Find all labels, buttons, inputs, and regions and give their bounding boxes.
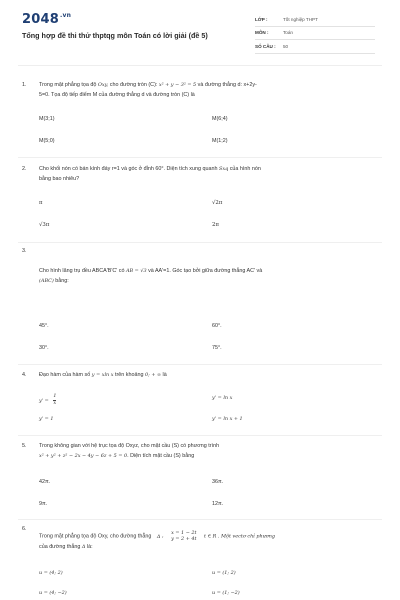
question-text-part: . Diện tích mặt cầu (S) bằng [127,453,195,460]
question-4 [22,370,382,380]
question-separator [18,364,382,365]
math-interval: 0; + ∞ [145,372,162,378]
option-text: u = (4; 2) [39,570,63,576]
option-text: u = (4; −2) [39,590,67,596]
option-a[interactable] [39,570,63,576]
meta-table [255,13,375,54]
meta-value: Tốt nghiệp THPT [283,16,318,22]
option-b[interactable] [212,570,236,576]
option-b[interactable] [212,395,232,401]
question-text-part: bằng bao nhiêu? [39,176,80,183]
option-text: y' = [39,398,51,405]
question-text-part: và AA'=1. Góc tạo bởi giữa đường thẳng AC' và [148,268,263,274]
option-b[interactable]: √2π [212,200,223,206]
question-number: 3. [22,248,27,254]
question-text-part: Cho hình lăng trụ đều ABCA'B'C' có [39,268,125,274]
meta-row-subject [255,27,375,41]
option-d[interactable] [212,416,243,422]
question-text [39,441,382,462]
question-separator [18,435,382,436]
option-d[interactable]: 75°. [212,345,222,351]
question-6 [22,524,382,553]
option-a[interactable]: 45°. [39,323,49,329]
option-a[interactable]: π [39,200,43,206]
option-d[interactable]: 12π. [212,501,224,507]
question-number: 5. [22,443,27,449]
question-text-part: Cho khối nón có bán kính đáy r=1 và góc ở đỉnh 60°. Diện tích xung quanh [39,166,218,172]
meta-row-count [255,40,375,54]
option-c[interactable] [39,416,53,422]
question-text [39,80,382,101]
meta-label: LỚP : [255,16,268,22]
option-d[interactable]: M(1;2) [212,138,228,144]
meta-value: 50 [283,43,289,49]
option-c[interactable]: M(5;0) [39,138,55,144]
question-text-part: của hình nón [229,166,261,172]
question-number: 2. [22,166,27,172]
question-text-part: Trong mặt phẳng tọa độ [39,82,97,88]
option-c[interactable] [39,590,67,596]
header-divider [18,65,382,66]
question-text-part: Đạo hàm của hàm số [39,372,91,378]
question-text-part: Trong không gian với hệ trục tọa độ Oxyz, cho mặt cầu (S) có phương trình [39,443,220,449]
math-function: y = xln x [91,372,114,378]
option-b[interactable]: 60°. [212,323,222,329]
question-text-part: cho đường tròn (C): [109,82,158,88]
equation-system [171,530,196,542]
question-number: 4. [22,372,27,378]
option-a[interactable]: M(3;1) [39,116,55,122]
option-text: u = (1; 2) [212,570,236,576]
question-3 [22,266,382,287]
question-separator [18,242,382,243]
system-line-1: x = 1 − 2t [171,530,197,536]
site-logo[interactable] [22,12,71,27]
option-c[interactable]: 30°. [39,345,49,351]
math-delta: Δ [81,544,86,551]
logo-text: 2048 [22,12,59,27]
option-text: y' = ln x + 1 [212,416,243,422]
option-c[interactable]: 9π. [39,501,48,507]
question-text-part: của đường thẳng [39,544,81,551]
fraction-numerator: 1 [53,394,56,401]
option-text: y' = 1 [39,416,54,422]
question-text-part: là: [86,544,93,551]
question-text-part: trên khoảng [115,372,144,378]
option-d[interactable]: 2π [212,222,219,228]
question-text-part: 5=0. Tọa độ tiếp điểm M của đường thẳng d và đường tròn (C) là [39,92,195,99]
meta-value: Toán [283,30,293,36]
logo-suffix: .vn [59,12,72,19]
math-equation: x² + y² + z² − 2x − 4y − 6z + 5 = 0 [39,453,128,460]
question-number: 1. [22,82,27,88]
question-text-part: là [162,372,167,378]
fraction-denominator: x [53,401,57,407]
question-5 [22,441,382,462]
meta-row-class [255,13,375,27]
question-text-part: và đường thẳng d: x+2y- [197,82,257,88]
math-oxy: Oxy, [97,82,109,88]
question-text [39,164,382,185]
meta-label: MÔN : [255,30,269,36]
question-separator [18,519,382,520]
question-2 [22,164,382,185]
option-text: u = (1; −2) [212,590,240,596]
question-1 [22,80,382,101]
option-a[interactable]: 42π. [39,479,51,485]
question-separator [18,157,382,158]
math-delta: Δ : [156,533,164,540]
system-line-2: y = 2 + 4t [171,536,197,543]
document-header [0,0,400,60]
question-number: 6. [22,526,27,532]
option-text: y' = ln x [212,395,233,401]
option-d[interactable] [212,590,240,596]
math-equation: x² + y − 3² = 5 [158,82,197,88]
option-c[interactable]: √3π [39,222,50,228]
question-text [39,524,382,553]
question-text-part: Trong mặt phẳng tọa độ Oxy, cho đường thẳng [39,533,152,540]
question-text [39,370,382,380]
math-ab: AB = √3 [126,268,147,274]
document-title: Tổng hợp đề thi thử thptqg môn Toán có lời giải (đề 5) [22,31,208,40]
meta-label: SỐ CÂU : [255,43,276,49]
fraction [53,394,56,407]
math-plane: (ABC) [39,278,54,285]
math-sxq: Sxq [218,166,229,172]
question-text-part: bằng: [55,278,69,285]
question-text-part: t ∈ R . Một vectơ chỉ phương [203,533,275,540]
option-b[interactable]: 36π. [212,479,224,485]
question-text [39,266,382,287]
option-b[interactable]: M(6;4) [212,116,228,122]
option-a[interactable] [39,394,59,407]
